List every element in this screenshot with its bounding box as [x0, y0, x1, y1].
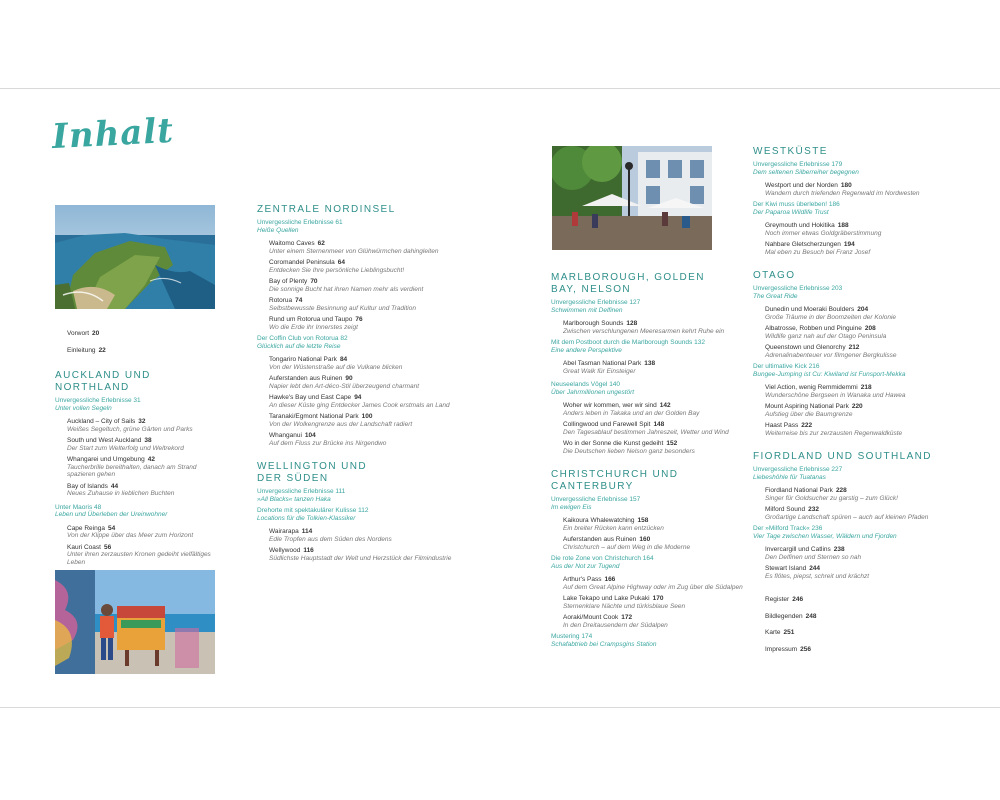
highlight-entry[interactable]: Unvergessliche Erlebnisse 179 Dem seltenen Silberreiher begegnen: [753, 161, 859, 176]
highlight-entry[interactable]: [55, 397, 220, 412]
toc-entry[interactable]: Aoraki/Mount Cook 172 In den Dreitausendern der Südalpen: [563, 614, 668, 629]
toc-entry[interactable]: Marlborough Sounds 128 Zwischen verschlungenen Meeresarmen kehrt Ruhe ein: [563, 320, 725, 335]
toc-entry[interactable]: Karte 251: [765, 629, 795, 636]
toc-entry[interactable]: Collingwood und Farewell Spit 148 Den Tagesablauf bestimmen Jahreszeit, Wetter und Wind: [563, 421, 729, 436]
toc-entry[interactable]: Waitomo Caves 62 Unter einem Sternenmeer von Glühwürmchen dahingleiten: [269, 240, 439, 255]
toc-entry[interactable]: Milford Sound 232 Großartige Landschaft spüren – auch auf kleinen Pfaden: [765, 506, 929, 521]
page-title: Inhalt: [51, 110, 175, 158]
toc-entry[interactable]: Kaikoura Whalewatching 158 Ein breiter Rücken kann entzücken: [563, 517, 664, 532]
toc-entry[interactable]: Tongariro National Park 84 Von der Wüstenstraße auf die Vulkane blicken: [269, 356, 403, 371]
toc-entry[interactable]: Westport und der Norden 180 Wandern durch triefenden Regenwald im Nordwesten: [765, 182, 920, 197]
entry-page: 22: [98, 346, 106, 354]
highlight-entry[interactable]: Unvergessliche Erlebnisse 61 Heiße Quellen: [257, 219, 343, 234]
toc-column-3: [551, 272, 746, 648]
toc-entry[interactable]: Albatrosse, Robben und Pinguine 208 Wildlife ganz nah auf der Otago Peninsula: [765, 325, 887, 340]
toc-entry[interactable]: Wairarapa 114 Edle Tropfen aus dem Süden des Nordens: [269, 528, 392, 543]
toc-entry[interactable]: Viel Action, wenig Remmidemmi 218 Wunderschöne Bergseen in Wanaka und Hawea: [765, 384, 906, 399]
toc-entry[interactable]: Auckland – City of Sails 32 Weißes Segeltuch, grüne Gärten und Parks: [67, 418, 193, 433]
toc-entry[interactable]: Bay of Islands 44 Neues Zuhause in lieblichen Buchten: [67, 482, 175, 497]
highlight-page: 31: [133, 397, 141, 404]
photo-street-cafe: [552, 146, 712, 250]
toc-entry[interactable]: Register 246: [765, 596, 804, 603]
highlight-entry[interactable]: Unvergessliche Erlebnisse 127 Schwimmen mit Delfinen: [551, 299, 641, 314]
section-heading-christchurch: CHRISTCHURCH UND CANTERBURY: [551, 469, 679, 492]
highlight-entry[interactable]: Die rote Zone von Christchurch 164 Aus der Not zur Tugend: [551, 555, 654, 570]
highlight-entry[interactable]: Der ultimative Kick 216 Bungee-Jumping ist Cu: Kiwiland ist Funsport-Mekka: [753, 363, 906, 378]
toc-entry[interactable]: Rund um Rotorua und Taupo 76 Wo die Erde ihr Innerstes zeigt: [269, 316, 363, 331]
coastline-image: [55, 205, 215, 309]
section-heading-marlborough: MARLBOROUGH, GOLDEN BAY, NELSON: [551, 272, 705, 295]
toc-column-left: [55, 330, 220, 566]
entry-title: Vorwort: [67, 330, 90, 337]
toc-entry[interactable]: Impressum 256: [765, 645, 812, 653]
toc-column-4: [753, 146, 948, 653]
toc-entry[interactable]: Wo in der Sonne die Kunst gedeiht 152 Die Deutschen lieben Nelson ganz besonders: [563, 440, 695, 455]
street-cafe-image: [552, 146, 712, 250]
piano-image: [55, 570, 215, 674]
toc-entry[interactable]: Queenstown und Glenorchy 212 Adrenalinabenteuer vor filmgener Bergkulisse: [765, 344, 897, 359]
photo-street-piano: [55, 570, 215, 674]
toc-entry[interactable]: Haast Pass 222 Weiterreise bis zur zerzausten Regenwaldküste: [765, 422, 903, 437]
section-heading-westkueste: WESTKÜSTE: [753, 146, 828, 157]
highlight-label: Unvergessliche Erlebnisse: [55, 397, 132, 404]
highlight-subtitle: Unter vollen Segeln: [55, 404, 112, 412]
highlight-entry[interactable]: Der Kiwi muss überleben! 186 Der Paparoa Wildlife Trust: [753, 201, 840, 216]
toc-entry[interactable]: Whangarei und Umgebung 42 Taucherbrille bereithalten, danach am Strand spazieren gehen: [67, 456, 197, 478]
toc-entry[interactable]: Dunedin und Moeraki Boulders 204 Große Träume in der Boomzeiten der Kolonie: [765, 306, 897, 321]
toc-entry[interactable]: Greymouth und Hokitika 188 Noch immer etwas Goldgräberstimmung: [765, 222, 882, 237]
toc-entry[interactable]: Hawke's Bay und East Cape 94 An dieser Küste ging Entdecker James Cook erstmals an Land: [269, 394, 450, 409]
highlight-entry[interactable]: Unvergessliche Erlebnisse 227 Liebeshöhle für Tuatanas: [753, 466, 843, 481]
toc-entry[interactable]: [67, 347, 220, 355]
toc-entry[interactable]: Woher wir kommen, wer wir sind 142 Anders leben in Takaka und an der Golden Bay: [563, 402, 700, 417]
section-heading-wellington: WELLINGTON UND DER SÜDEN: [257, 461, 367, 484]
highlight-entry[interactable]: Der Coffin Club von Rotorua 82 Glücklich auf die letzte Reise: [257, 335, 348, 350]
toc-entry[interactable]: [67, 330, 220, 338]
toc-entry[interactable]: Arthur's Pass 166 Auf dem Great Alpine Highway oder im Zug über die Südalpen: [563, 576, 743, 591]
toc-entry[interactable]: Auferstanden aus Ruinen 160 Christchurch – auf dem Weg in die Moderne: [563, 536, 691, 551]
entry-title: Einleitung: [67, 346, 96, 354]
toc-entry[interactable]: Coromandel Peninsula 64 Entdecken Sie Ihre persönliche Lieblingsbucht!: [269, 259, 405, 274]
toc-entry[interactable]: South und West Auckland 38 Der Start zum Welterfolg und Weltrekord: [67, 437, 184, 452]
toc-entry[interactable]: Bay of Plenty 70 Die sonnige Bucht hat ihren Namen mehr als verdient: [269, 278, 424, 293]
toc-entry[interactable]: Cape Reinga 54 Von der Klippe über das Meer zum Horizont: [67, 524, 194, 539]
toc-entry[interactable]: Bildlegenden 248: [765, 612, 817, 620]
toc-entry[interactable]: Auferstanden aus Ruinen 90 Napier lebt den Art-déco-Stil überzeugend charmant: [269, 375, 420, 390]
toc-entry[interactable]: Whanganui 104 Auf dem Fluss zur Brücke ins Nirgendwo: [269, 432, 387, 447]
section-heading-otago: OTAGO: [753, 270, 796, 281]
highlight-entry[interactable]: Unvergessliche Erlebnisse 203 The Great Ride: [753, 285, 843, 300]
highlight-entry[interactable]: Unvergessliche Erlebnisse 157 Im ewigen Eis: [551, 496, 641, 511]
toc-entry[interactable]: Invercargill und Catlins 238 Den Delfinen und Sternen so nah: [765, 546, 862, 561]
entry-page: 20: [92, 330, 100, 337]
toc-entry[interactable]: Taranaki/Egmont National Park 100 Von der Wolkengrenze aus der Landschaft radiert: [269, 413, 413, 428]
toc-entry[interactable]: Nahbare Gletscherzungen 194 Mal eben zu Besuch bei Franz Josef: [765, 241, 871, 256]
toc-entry[interactable]: Fiordland National Park 228 Singer für Goldsucher zu garstig – zum Glück!: [765, 487, 898, 502]
toc-column-2: [257, 204, 457, 562]
toc-entry[interactable]: Abel Tasman National Park 138 Great Walk für Einsteiger: [563, 360, 656, 375]
highlight-entry[interactable]: Unter Maoris 48 Leben und Überleben der Ureinwohner: [55, 503, 168, 518]
photo-coastline: [55, 205, 215, 309]
toc-entry[interactable]: Kauri Coast 56 Unter ihren zerzausten Kronen gedeiht vielfältiges Leben: [67, 543, 211, 566]
toc-entry[interactable]: Mount Aspiring National Park 220 Aufstieg über die Baumgrenze: [765, 403, 863, 418]
section-heading-zentrale: ZENTRALE NORDINSEL: [257, 204, 396, 215]
highlight-entry[interactable]: Mustering 174 Schafabtrieb bei Crampsgins Station: [551, 633, 657, 648]
highlight-entry[interactable]: Drehorte mit spektakulärer Kulisse 112 Locations für die Tolkien-Klassiker: [257, 507, 369, 522]
highlight-entry[interactable]: Unvergessliche Erlebnisse 111 »All Blacks« tanzen Haka: [257, 488, 346, 503]
toc-entry[interactable]: Rotorua 74 Selbstbewusste Besinnung auf Kultur und Tradition: [269, 297, 416, 312]
section-heading-fiordland: FIORDLAND UND SOUTHLAND: [753, 451, 932, 462]
toc-entry[interactable]: Lake Tekapo und Lake Pukaki 170 Sternenklare Nächte und türkisblaue Seen: [563, 595, 686, 610]
toc-entry[interactable]: Stewart Island 244 Es flötes, piepst, schreit und krächzt: [765, 565, 870, 580]
highlight-entry[interactable]: Mit dem Postboot durch die Marlborough Sounds 132 Eine andere Perspektive: [551, 339, 705, 354]
section-heading-auckland: AUCKLAND UND NORTHLAND: [55, 370, 151, 393]
highlight-entry[interactable]: Neuseelands Vögel 140 Über Jahrmillionen ungestört: [551, 381, 635, 396]
toc-entry[interactable]: Wellywood 116 Südlichste Hauptstadt der Welt und Herzstück der Filmindustrie: [269, 547, 452, 562]
highlight-entry[interactable]: Der »Milford Track« 236 Vier Tage zwischen Wasser, Wäldern und Fjorden: [753, 525, 897, 540]
